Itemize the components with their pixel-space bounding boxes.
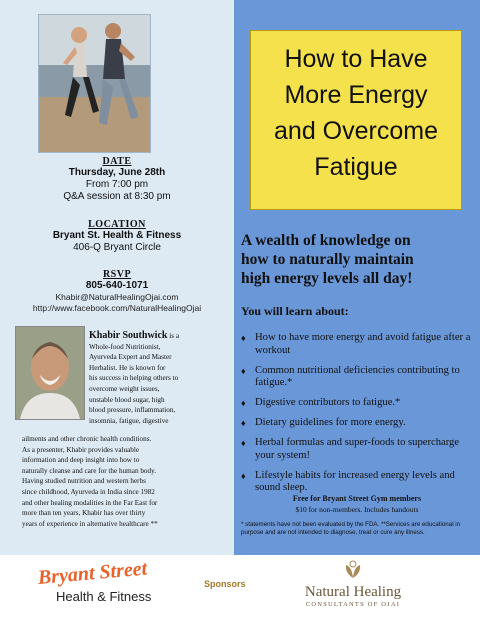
topic-item bbox=[241, 437, 473, 462]
bio-line: overcome weight issues, bbox=[89, 384, 160, 393]
title-line: How to Have bbox=[284, 45, 428, 73]
event-address: 406-Q Bryant Circle bbox=[73, 242, 161, 253]
bio-line: ailments and other chronic health conditions. bbox=[22, 435, 152, 443]
bio-line: is a bbox=[167, 332, 180, 340]
topic-item bbox=[241, 332, 473, 357]
bio-line: Ayurveda Expert and Master bbox=[89, 353, 172, 362]
running-couple-image bbox=[39, 15, 150, 152]
title-line: and Overcome bbox=[274, 117, 438, 145]
diamond-bullet-icon: ♦ bbox=[241, 365, 246, 376]
title-box bbox=[250, 30, 462, 210]
topic-text: Common nutritional deficiencies contributing to fatigue.* bbox=[255, 364, 460, 388]
natural-healing-leaf-icon bbox=[340, 559, 366, 579]
bryant-logo-subtitle: Health & Fitness bbox=[56, 589, 152, 604]
learn-heading: You will learn about: bbox=[241, 304, 349, 318]
bio-line: unstable blood sugar, high bbox=[89, 395, 165, 404]
natural-healing-name: Natural Healing bbox=[304, 584, 402, 600]
bio-line: Having studied nutrition and western herbs bbox=[22, 477, 146, 486]
topic-item bbox=[241, 365, 473, 390]
diamond-bullet-icon: ♦ bbox=[241, 398, 246, 408]
diamond-bullet-icon: ♦ bbox=[241, 438, 246, 448]
title-line: Fatigue bbox=[314, 153, 398, 181]
bio-line: Herbalist. He is known for bbox=[89, 363, 166, 372]
page-title bbox=[251, 41, 461, 185]
running-couple-photo bbox=[38, 14, 151, 153]
non-member-price: $10 for non-members. Includes handouts bbox=[295, 505, 419, 514]
diamond-bullet-icon: ♦ bbox=[241, 333, 246, 343]
event-time: From 7:00 pm bbox=[85, 179, 149, 190]
topic-text: Lifestyle habits for increased energy levels and sound sleep. bbox=[255, 469, 455, 493]
bio-line: more than ten years, Khabir has over thirty bbox=[22, 509, 146, 518]
tagline-line: high energy levels all day! bbox=[241, 270, 413, 287]
bio-line: naturally cleanse and care for the human body. bbox=[22, 466, 157, 475]
rsvp-phone: 805-640-1071 bbox=[85, 280, 149, 291]
topic-item bbox=[241, 397, 473, 410]
bryant-logo-script: Bryant Street bbox=[37, 557, 148, 589]
topic-item bbox=[241, 470, 473, 495]
topic-item bbox=[241, 417, 473, 430]
tagline bbox=[241, 231, 473, 288]
topic-text: Dietary guidelines for more energy. bbox=[255, 417, 406, 428]
natural-healing-logo bbox=[288, 559, 418, 609]
topic-text: Herbal formulas and super-foods to supercharge your system! bbox=[255, 437, 460, 461]
event-qa-time: Q&A session at 8:30 pm bbox=[63, 191, 171, 202]
sponsors-label: Sponsors bbox=[204, 579, 246, 589]
bio-line: insomnia, fatigue, digestive bbox=[89, 416, 169, 425]
bio-line: blood pressure, inflammation, bbox=[89, 406, 176, 415]
fda-disclaimer: * statements have not been evaluated by the FDA. **Services are educational in purpose and are not intended to diagnose, treat or cure any illness. bbox=[241, 521, 461, 536]
location-heading: LOCATION bbox=[88, 219, 146, 230]
tagline-line: how to naturally maintain bbox=[241, 251, 414, 268]
event-date: Thursday, June 28th bbox=[68, 167, 166, 178]
bio-line: and other healing modalities in the Far East for bbox=[22, 498, 158, 507]
rsvp-email[interactable]: Khabir@NaturalHealingOjai.com bbox=[55, 292, 179, 302]
tagline-line: A wealth of knowledge on bbox=[241, 232, 411, 249]
free-for-members: Free for Bryant Street Gym members bbox=[292, 494, 422, 503]
bio-beside-photo bbox=[89, 331, 231, 426]
presenter-name: Khabir Southwick bbox=[89, 330, 168, 341]
event-venue: Bryant St. Health & Fitness bbox=[52, 230, 182, 241]
bio-line: Whole-food Nutritionist, bbox=[89, 342, 161, 351]
date-heading: DATE bbox=[102, 156, 132, 167]
bio-line: years of experience in alternative healthcare ** bbox=[22, 519, 158, 528]
facebook-link[interactable]: http://www.facebook.com/NaturalHealingOjai bbox=[32, 303, 202, 313]
bio-line: his success in helping others to bbox=[89, 374, 179, 383]
topics-list bbox=[241, 332, 473, 502]
rsvp-heading: RSVP bbox=[102, 269, 132, 280]
natural-healing-subtitle: CONSULTANTS OF OJAI bbox=[305, 601, 401, 608]
bryant-street-logo bbox=[37, 557, 178, 604]
bio-below-photo bbox=[22, 434, 232, 529]
diamond-bullet-icon: ♦ bbox=[241, 470, 246, 481]
sponsors-footer bbox=[0, 555, 480, 621]
khabir-portrait-image bbox=[16, 327, 84, 419]
topic-text: How to have more energy and avoid fatigue after a workout bbox=[255, 332, 471, 356]
bio-line: information and deep insight into how to bbox=[22, 456, 140, 465]
bio-line: since childhood, Ayurveda in India since 1982 bbox=[22, 487, 155, 496]
topic-text: Digestive contributors to fatigue.* bbox=[255, 397, 401, 408]
khabir-portrait bbox=[15, 326, 85, 420]
bio-line: As a presenter, Khabir provides valuable bbox=[22, 445, 140, 454]
diamond-bullet-icon: ♦ bbox=[241, 418, 246, 428]
title-line: More Energy bbox=[284, 81, 428, 109]
